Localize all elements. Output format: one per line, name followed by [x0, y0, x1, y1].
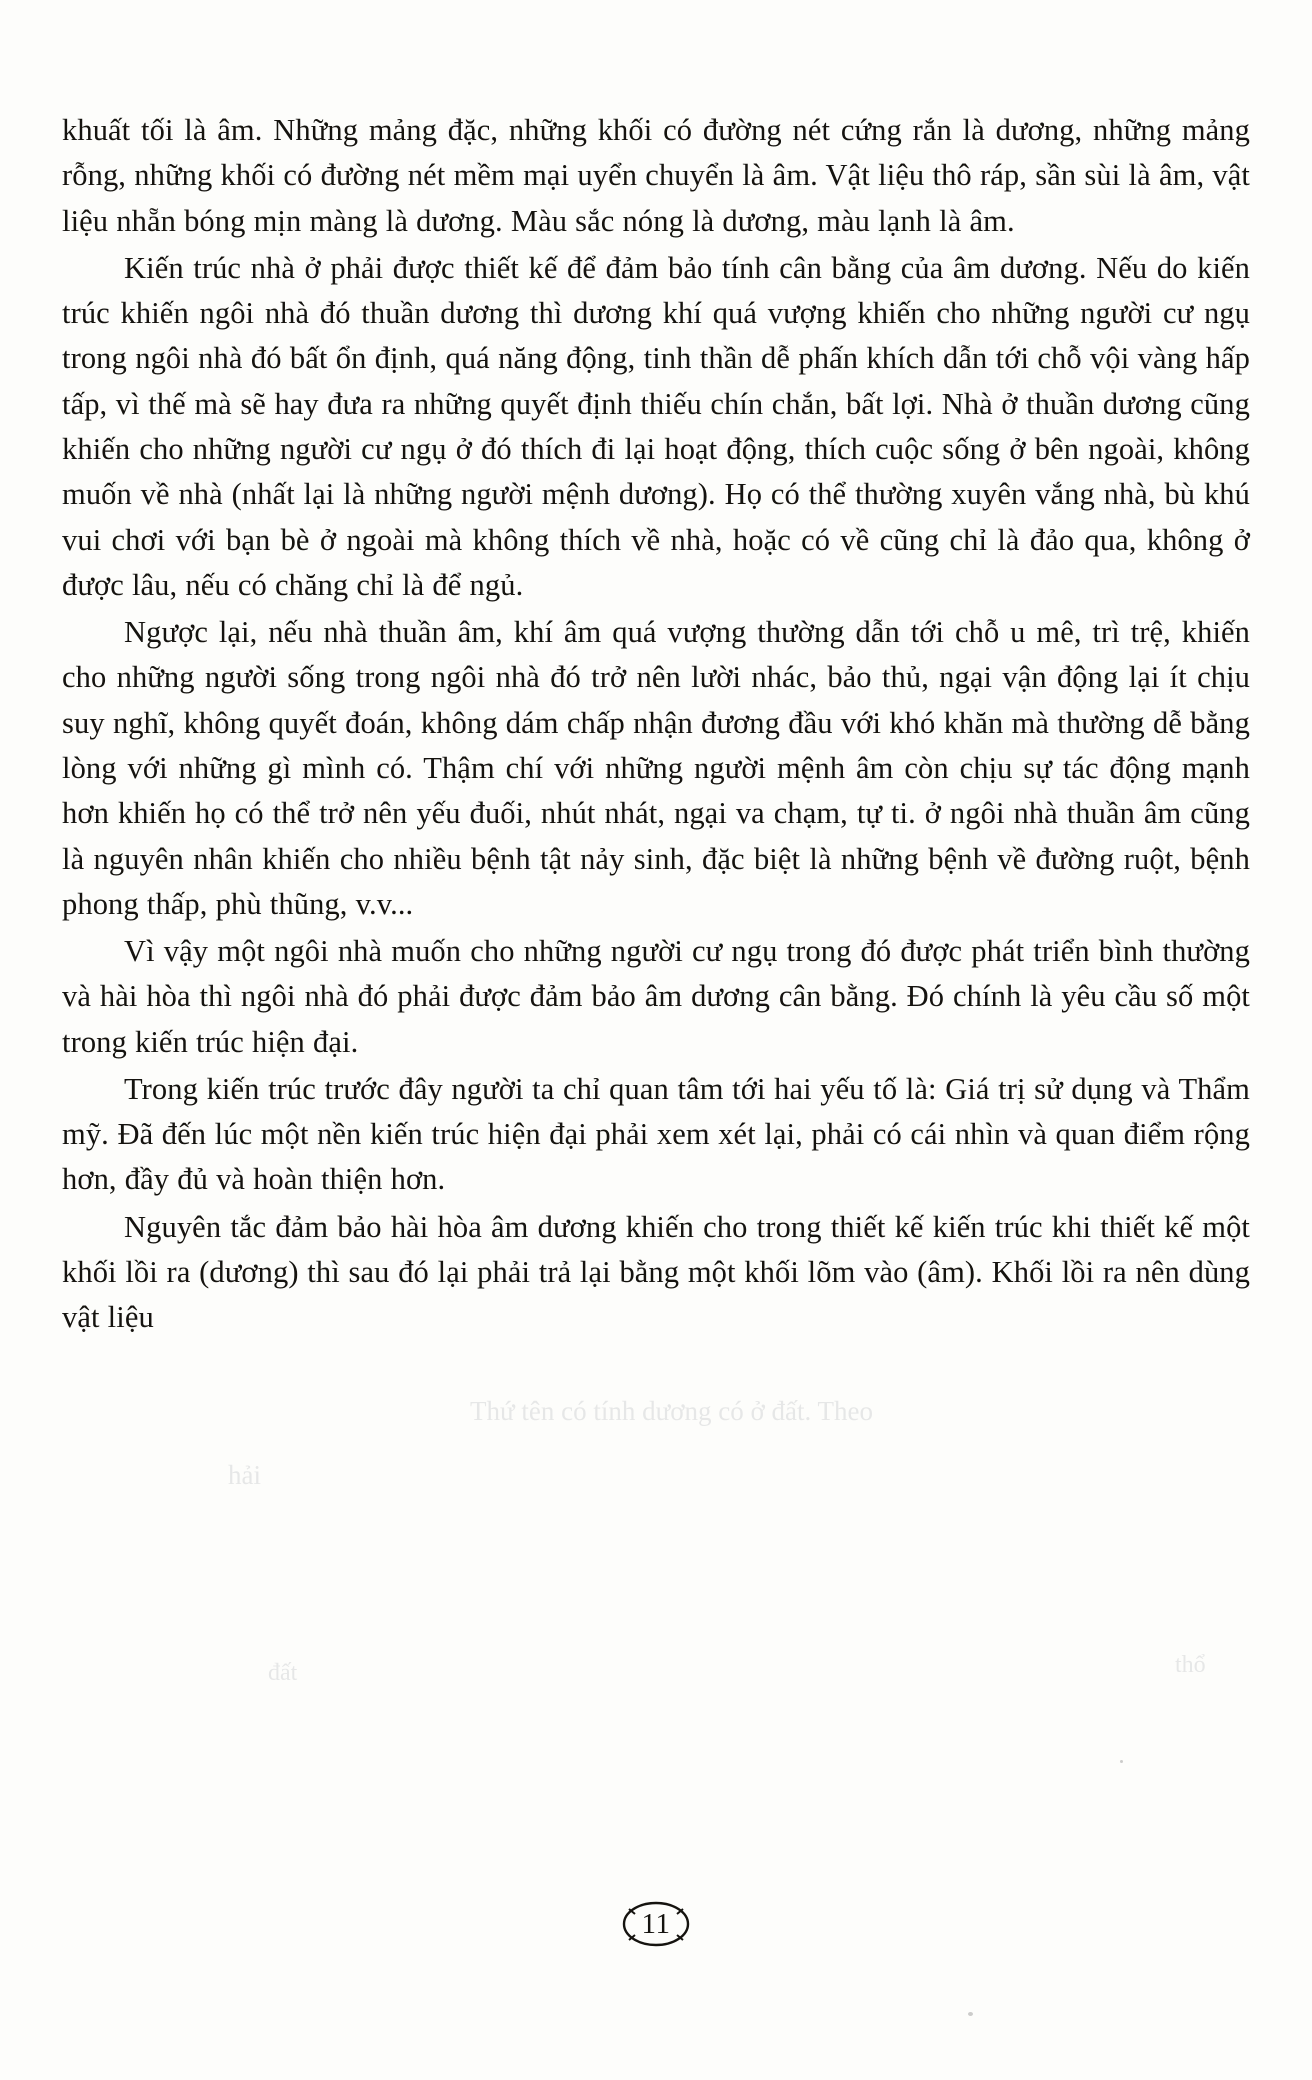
page-body: [62, 108, 1250, 1343]
paragraph: Ngược lại, nếu nhà thuần âm, khí âm quá vượng thường dẫn tới chỗ u mê, trì trệ, khiến cho những người sống trong ngôi nhà đó trở nên lười nhác, bảo thủ, ngại vận động lại ít chịu suy nghĩ, không quyết đoán, không dám chấp nhận đương đầu với khó khăn mà thường dễ bằng lòng với những gì mình có. Thậm chí với những người mệnh âm còn chịu sự tác động mạnh hơn khiến họ có thể trở nên yếu đuối, nhút nhát, ngại va chạm, tự ti. ở ngôi nhà thuần âm cũng là nguyên nhân khiến cho nhiều bệnh tật nảy sinh, đặc biệt là những bệnh về đường ruột, bệnh phong thấp, phù thũng, v.v...: [62, 615, 1250, 921]
show-through-text: Thứ tên có tính dương có ở đất. Theo: [470, 1396, 873, 1426]
paper-speck: [968, 2012, 973, 2016]
paragraph: Trong kiến trúc trước đây người ta chỉ quan tâm tới hai yếu tố là: Giá trị sử dụng và Thẩm mỹ. Đã đến lúc một nền kiến trúc hiện đại phải xem xét lại, phải có cái nhìn và quan điểm rộng hơn, đầy đủ và hoàn thiện hơn.: [62, 1071, 1250, 1197]
show-through-text: hải: [228, 1460, 261, 1490]
paragraph: khuất tối là âm. Những mảng đặc, những khối có đường nét cứng rắn là dương, những mảng rỗng, những khối có đường nét mềm mại uyển chuyển là âm. Vật liệu thô ráp, sần sùi là âm, vật liệu nhẵn bóng mịn màng là dương. Màu sắc nóng là dương, màu lạnh là âm.: [62, 113, 1250, 238]
page-footer: [0, 1895, 1312, 1953]
page-number-label: 11: [641, 1907, 671, 1940]
page-number-badge: [619, 1895, 693, 1953]
show-through-text: đất: [268, 1660, 298, 1686]
paper-speck: [1120, 1760, 1123, 1763]
paragraph: Vì vậy một ngôi nhà muốn cho những người cư ngụ trong đó được phát triển bình thường và hài hòa thì ngôi nhà đó phải được đảm bảo âm dương cân bằng. Đó chính là yêu cầu số một trong kiến trúc hiện đại.: [62, 934, 1250, 1059]
paragraph: Nguyên tắc đảm bảo hài hòa âm dương khiến cho trong thiết kế kiến trúc khi thiết kế một khối lồi ra (dương) thì sau đó lại phải trả lại bằng một khối lõm vào (âm). Khối lồi ra nên dùng vật liệu: [62, 1209, 1250, 1335]
paragraph: Kiến trúc nhà ở phải được thiết kế để đảm bảo tính cân bằng của âm dương. Nếu do kiến trúc khiến ngôi nhà đó thuần dương thì dương khí quá vượng khiến cho những người cư ngụ trong ngôi nhà đó bất ổn định, quá năng động, tinh thần dễ phấn khích dẫn tới chỗ vội vàng hấp tấp, vì thế mà sẽ hay đưa ra những quyết định thiếu chín chắn, bất lợi. Nhà ở thuần dương cũng khiến cho những người cư ngụ ở đó thích đi lại hoạt động, thích cuộc sống ở bên ngoài, không muốn về nhà (nhất lại là những người mệnh dương). Họ có thể thường xuyên vắng nhà, bù khú vui chơi với bạn bè ở ngoài mà không thích về nhà, hoặc có về cũng chỉ là đảo qua, không ở được lâu, nếu có chăng chỉ là để ngủ.: [62, 250, 1250, 602]
show-through-text: thổ: [1175, 1652, 1206, 1678]
